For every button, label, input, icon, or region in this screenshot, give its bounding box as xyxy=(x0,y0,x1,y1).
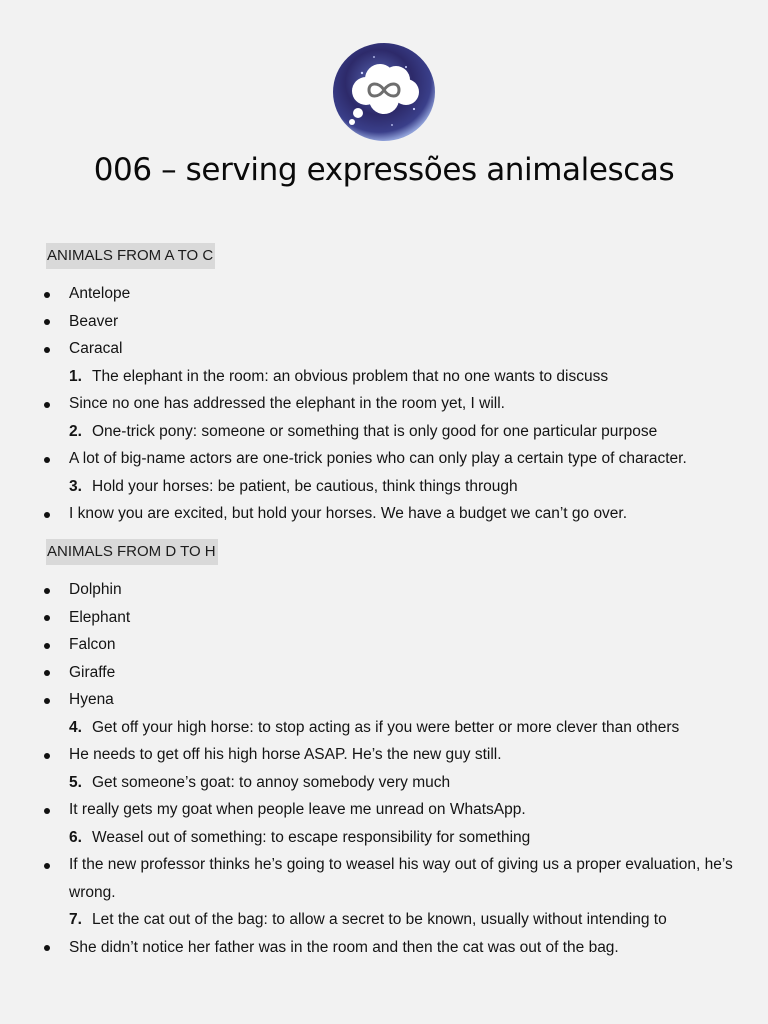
idiom-definition xyxy=(0,906,768,934)
idiom-list xyxy=(0,576,768,961)
list-item xyxy=(0,335,768,363)
bullet-icon xyxy=(44,698,50,704)
list-item xyxy=(0,659,768,687)
bullet-icon xyxy=(44,319,50,325)
idiom-text: Weasel out of something: to escape responsibility for something xyxy=(92,828,531,846)
list-item xyxy=(0,796,768,824)
bullet-icon xyxy=(44,588,50,594)
list-item-text: Hyena xyxy=(69,691,114,708)
bullet-icon xyxy=(44,643,50,649)
idiom-text: Let the cat out of the bag: to allow a secret to be known, usually without intending to xyxy=(92,911,667,928)
example-sentence: He needs to get off his high horse ASAP. He’s the new guy still. xyxy=(69,746,502,763)
bullet-icon xyxy=(44,457,50,463)
idiom-number: 5. xyxy=(69,773,82,791)
idiom-number: 3. xyxy=(69,477,82,495)
idiom-text: Hold your horses: be patient, be cautious, think things through xyxy=(92,477,518,495)
example-sentence: A lot of big-name actors are one-trick ponies who can only play a certain type of character. xyxy=(69,450,687,467)
idiom-text: Get someone’s goat: to annoy somebody very much xyxy=(92,773,451,791)
list-item-text: Giraffe xyxy=(69,663,116,681)
section-heading: ANIMALS FROM A TO C xyxy=(46,243,215,269)
page-title: 006 – serving expressões animalescas xyxy=(93,152,675,188)
example-sentence: If the new professor thinks he’s going to weasel his way out of giving us a proper evaluation, he’s wrong. xyxy=(69,856,733,901)
list-item xyxy=(0,631,768,659)
list-item xyxy=(0,390,768,418)
bullet-icon xyxy=(44,863,50,869)
list-item xyxy=(0,576,768,604)
list-item xyxy=(0,445,768,473)
list-item-text: Antelope xyxy=(69,285,131,302)
bullet-icon xyxy=(44,347,50,353)
idiom-number: 4. xyxy=(69,718,82,736)
idiom-text: The elephant in the room: an obvious problem that no one wants to discuss xyxy=(92,367,609,385)
list-item-text: Dolphin xyxy=(69,581,122,598)
bullet-icon xyxy=(44,808,50,814)
bullet-icon xyxy=(44,512,50,518)
list-item-text: Beaver xyxy=(69,312,119,330)
list-item xyxy=(0,686,768,714)
example-sentence: I know you are excited, but hold your horses. We have a budget we can’t go over. xyxy=(69,505,628,522)
bullet-icon xyxy=(44,292,50,298)
list-item xyxy=(0,934,768,962)
idiom-definition xyxy=(0,824,768,852)
idiom-definition xyxy=(0,473,768,501)
infinity-thought-bubble-icon xyxy=(332,43,436,143)
idiom-definition xyxy=(0,769,768,797)
idiom-number: 2. xyxy=(69,422,82,440)
section-heading: ANIMALS FROM D TO H xyxy=(46,539,218,565)
idiom-definition xyxy=(0,714,768,742)
example-sentence: Since no one has addressed the elephant in the room yet, I will. xyxy=(69,395,505,412)
bullet-icon xyxy=(44,945,50,951)
list-item-text: Elephant xyxy=(69,608,131,626)
list-item xyxy=(0,851,768,906)
list-item-text: Falcon xyxy=(69,636,116,653)
bullet-icon xyxy=(44,753,50,759)
idiom-definition xyxy=(0,363,768,391)
list-item xyxy=(0,604,768,632)
bullet-icon xyxy=(44,615,50,621)
list-item xyxy=(0,308,768,336)
list-item xyxy=(0,280,768,308)
idiom-number: 7. xyxy=(69,911,82,928)
bullet-icon xyxy=(44,670,50,676)
list-item xyxy=(0,741,768,769)
example-sentence: It really gets my goat when people leave me unread on WhatsApp. xyxy=(69,801,526,818)
idiom-list xyxy=(0,280,768,528)
idiom-definition xyxy=(0,418,768,446)
idiom-number: 1. xyxy=(69,367,82,385)
example-sentence: She didn’t notice her father was in the room and then the cat was out of the bag. xyxy=(69,938,619,956)
list-item xyxy=(0,500,768,528)
idiom-text: One-trick pony: someone or something that is only good for one particular purpose xyxy=(92,422,658,440)
idiom-text: Get off your high horse: to stop acting as if you were better or more clever than others xyxy=(92,718,680,736)
list-item-text: Caracal xyxy=(69,340,123,357)
idiom-number: 6. xyxy=(69,828,82,846)
bullet-icon xyxy=(44,402,50,408)
